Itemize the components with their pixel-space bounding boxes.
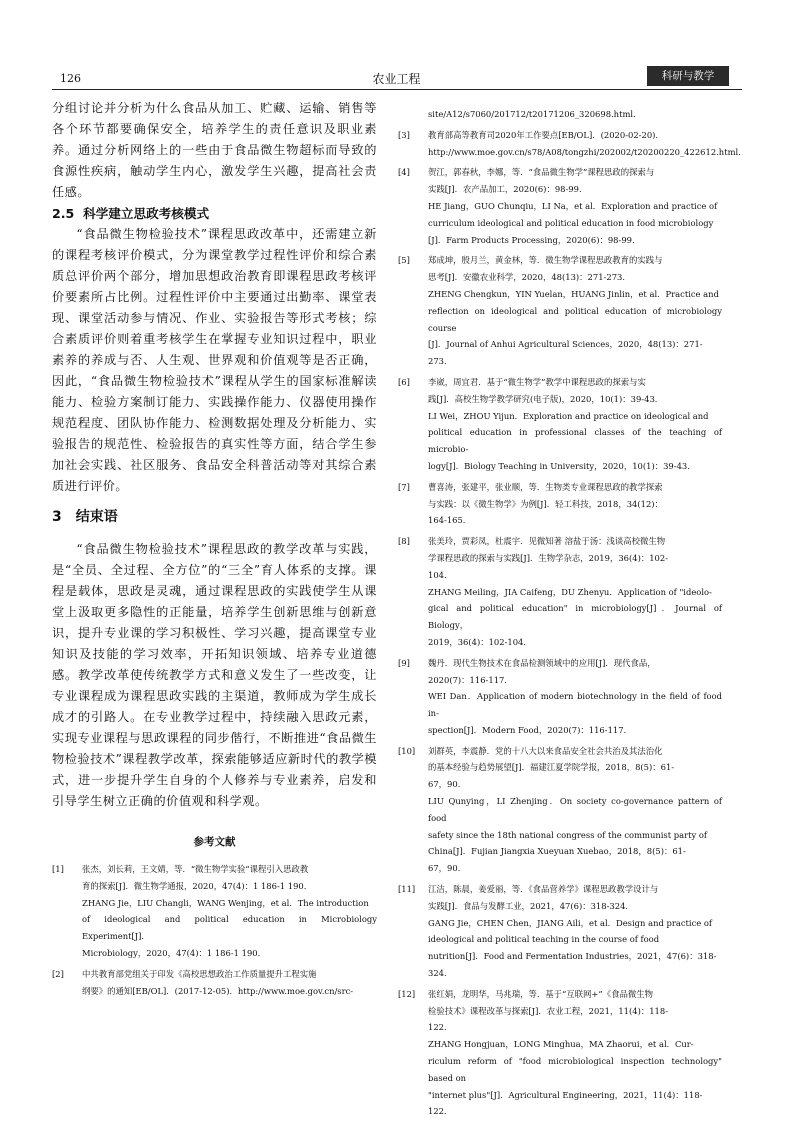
reference-line: 104． bbox=[428, 569, 453, 580]
reference-line: 张杰，刘长莉，王文婧，等．“微生物学实验”课程引入思政教 bbox=[82, 864, 309, 874]
reference-line: reflection on ideological and political education of microbiology course bbox=[428, 305, 722, 333]
reference-line: HE Jiang，GUO Chunqiu，LI Na，et al．Exploration and practice of bbox=[428, 200, 718, 211]
reference-line: 李崴，周宜君．基于“微生物学”教学中课程思政的探索与实 bbox=[428, 376, 646, 387]
reference-line: 张红娟，龙明华，马兆瑞，等．基于“互联网+”《食品微生物 bbox=[428, 988, 653, 999]
reference-line: "internet plus"[J]．Agricultural Engineering，2021，11(4)：118- bbox=[428, 1089, 703, 1100]
reference-line: ideological and political teaching in the course of food bbox=[428, 934, 660, 945]
reference-line: 122． bbox=[428, 1106, 453, 1117]
reference-line: 学课程思政的探索与实践[J]．生物学杂志，2019，36(4)：102- bbox=[428, 552, 669, 563]
intro-paragraph: 分组讨论并分析为什么食品从加工、贮藏、运输、销售等各个环节都要确保安全，培养学生的责任意识及职业素养。通过分析网络上的一些由于食品微生物超标而导致的食源性疾病，触动学生内心，激发学生兴趣，提高社会责任感。 bbox=[52, 101, 377, 199]
reference-line: [J]．Journal of Anhui Agricultural Sciences，2020，48(13)：271- bbox=[428, 339, 703, 350]
reference-number: [2] bbox=[52, 968, 64, 979]
reference-entry bbox=[398, 881, 722, 982]
reference-line: 郑成坤，殷月兰，黄金林，等．微生物学课程思政教育的实践与 bbox=[428, 255, 663, 266]
reference-line: gical and political education" in microbiology[J]．Journal of Biology， bbox=[428, 603, 722, 631]
reference-line: LI Wei，ZHOU Yijun．Exploration and practice on ideological and bbox=[428, 410, 709, 421]
reference-line: spection[J]．Modern Food，2020(7)：116-117． bbox=[428, 724, 632, 735]
reference-line: ZHANG Meiling，JIA Caifeng，DU Zhenyu．Application of "ideolo- bbox=[428, 586, 712, 597]
reference-line: 张美玲，贾彩凤，杜震宇．见微知著 溶盐于汤：浅谈高校微生物 bbox=[428, 536, 666, 547]
reference-line: 122． bbox=[428, 1022, 453, 1033]
reference-line: Microbiology，2020，47(4)：1 186-1 190． bbox=[82, 947, 267, 958]
section-title: 结束语 bbox=[75, 509, 118, 525]
reference-line: 中共教育部党组关于印发《高校思想政治工作质量提升工程实施 bbox=[82, 968, 317, 979]
reference-entry bbox=[398, 479, 722, 529]
reference-line: GANG Jie，CHEN Chen，JIANG Aili，et al．Design and practice of bbox=[428, 917, 713, 928]
reference-line: logy[J]．Biology Teaching in University，2020，10(1)：39-43． bbox=[428, 460, 696, 471]
reference-number: [1] bbox=[52, 864, 64, 874]
reference-number: [11] bbox=[398, 884, 416, 895]
reference-line: [J]．Farm Products Processing，2020(6)：98-99． bbox=[428, 234, 641, 245]
reference-line: ZHANG Hongjuan，LONG Minghua，MA Zhaorui，et al．Cur- bbox=[428, 1039, 694, 1050]
reference-entry bbox=[398, 164, 722, 248]
page-number: 126 bbox=[60, 72, 81, 85]
reference-line: political education in professional classes of the teaching of microbio- bbox=[428, 427, 722, 455]
reference-line: China[J]．Fujian Jiangxia Xueyuan Xuebao，2018，8(5)：61- bbox=[428, 846, 686, 857]
reference-line: 164-165． bbox=[428, 515, 472, 526]
reference-line: 324． bbox=[428, 968, 453, 979]
reference-entry bbox=[398, 986, 722, 1120]
reference-entry bbox=[52, 861, 377, 962]
reference-line: 2020(7)：116-117． bbox=[428, 674, 513, 685]
reference-continuation bbox=[398, 106, 722, 123]
reference-entry bbox=[398, 743, 722, 877]
reference-entry bbox=[398, 127, 747, 161]
section-heading-3 bbox=[52, 507, 377, 527]
section-heading-2-5 bbox=[52, 203, 377, 224]
reference-number: [9] bbox=[398, 657, 410, 668]
reference-number: [10] bbox=[398, 745, 416, 756]
reference-line: LIU Qunying，LI Zhenjing．On society co-governance pattern of food bbox=[428, 796, 722, 823]
reference-line: 273． bbox=[428, 356, 453, 367]
reference-line: 育的探索[J]．微生物学通报，2020，47(4)：1 186-1 190． bbox=[82, 880, 313, 891]
section-title: 科学建立思政考核模式 bbox=[83, 206, 210, 221]
section-3-paragraph: “食品微生物检验技术”课程思政的教学改革与实践，是“全员、全过程、全方位”的“三全”育人体系的支撑。课程是载体，思政是灵魂，通过课程思政的实践使学生从课堂上汲取更多隐性的正能量，培养学生创新思维与创新意识，提升专业课的学习积极性、学习兴趣，提高课堂专业知识及技能的学习效率，开拓知识领域、培养专业道德感。教学改革使传统教学方式和意义发生了一些改变，让专业课程成为课程思政实践的主渠道，教师成为学生成长成才的引路人。在专业教学过程中，持续融入思政元素，实现专业课程与思政课程的同步偕行，不断推进“食品微生物检验技术”课程教学改革，探索能够适应新时代的教学模式，进一步提升学生自身的个人修养与专业素养，启发和引导学生树立正确的价值观和科学观。 bbox=[52, 542, 377, 808]
reference-line: riculum reform of "food microbiological inspection technology" based on bbox=[428, 1056, 722, 1083]
reference-line: curriculum ideological and political education in food microbiology bbox=[428, 217, 714, 228]
reference-line: 教育部高等教育司2020年工作要点[EB/OL]．(2020-02-20)． bbox=[428, 129, 664, 140]
reference-line: nutrition[J]．Food and Fermentation Industries，2021，47(6)：318- bbox=[428, 951, 717, 962]
right-column bbox=[398, 106, 747, 1120]
reference-entry bbox=[398, 374, 722, 475]
reference-line: 践[J]．高校生物学教学研究(电子版)，2020，10(1)：39-43． bbox=[428, 393, 664, 404]
reference-number: [7] bbox=[398, 481, 410, 492]
reference-number: [12] bbox=[398, 988, 416, 999]
reference-entry bbox=[52, 966, 377, 1000]
reference-line: 实践[J]．农产品加工，2020(6)：98-99． bbox=[428, 184, 588, 195]
section-number: 2.5 bbox=[52, 206, 75, 221]
reference-entry bbox=[398, 252, 722, 370]
reference-number: [5] bbox=[398, 255, 410, 266]
references-heading: 参考文献 bbox=[193, 836, 236, 848]
journal-name: 农业工程 bbox=[372, 72, 421, 86]
reference-line: 曹喜涛，张建平，张业顺，等．生物类专业课程思政的教学探索 bbox=[428, 481, 663, 492]
reference-line: WEI Dan．Application of modern biotechnology in the field of food in- bbox=[428, 691, 722, 719]
reference-line: 与实践：以《微生物学》为例[J]．轻工科技，2018，34(12)： bbox=[428, 498, 663, 509]
reference-line: 2019，36(4)：102-104． bbox=[428, 636, 532, 647]
reference-line: 67，90． bbox=[428, 779, 467, 790]
reference-line: of ideological and political education in Microbiology Experiment[J]． bbox=[82, 914, 377, 942]
reference-line: 纲要》的通知[EB/OL]．(2017-12-05)．http://www.moe.gov.cn/src- bbox=[82, 985, 354, 996]
header-divider bbox=[52, 89, 742, 90]
reference-entry bbox=[398, 655, 722, 739]
reference-line: site/A12/s7060/201712/t20171206_320698.html． bbox=[428, 109, 642, 119]
reference-line: ZHANG Jie，LIU Changli，WANG Wenjing，et al．The introduction bbox=[82, 897, 369, 908]
reference-entry bbox=[398, 533, 722, 651]
section-2-5-paragraph: “食品微生物检验技术”课程思政改革中，还需建立新的课程考核评价模式，分为课堂教学过程性评价和综合素质总评价两个部分，增加思想政治教育即课程思政考核评价要素所占比例。过程性评价中主要通过出勤率、课堂表现、课堂活动参与情况、作业、实验报告等形式考核；综合素质评价则着重考核学生在掌握专业知识过程中，职业素养的养成与否、人生观、世界观和价值观等是否正确，因此，“食品微生物检验技术”课程从学生的国家标准解读能力、检验方案制订能力、实践操作能力、仪器使用操作规范程度、团队协作能力、检测数据处理及分析能力、实验报告的规范性、检验报告的真实性等方面，结合学生参加社会实践、社区服务、食品安全科普活动等对其综合素质进行评价。 bbox=[52, 227, 377, 493]
reference-line: 思考[J]．安徽农业科学，2020，48(13)：271-273． bbox=[428, 272, 631, 283]
reference-number: [6] bbox=[398, 376, 410, 387]
reference-line: 67，90． bbox=[428, 863, 467, 874]
reference-line: 实践[J]．食品与发酵工业，2021，47(6)：318-324． bbox=[428, 900, 634, 911]
left-column bbox=[52, 98, 377, 999]
reference-line: safety since the 18th national congress of the communist party of bbox=[428, 829, 707, 840]
section-badge: 科研与教学 bbox=[647, 66, 729, 86]
reference-line: 江洁，陈晨，姜爱丽，等．《食品营养学》课程思政教学设计与 bbox=[428, 884, 659, 895]
references-list-right bbox=[398, 127, 747, 1120]
reference-line: 刘群英，李震静．党的十八大以来食品安全社会共治及其法治化 bbox=[428, 745, 663, 756]
reference-line: 魏丹．现代生物技术在食品检测领域中的应用[J]．现代食品， bbox=[428, 657, 656, 668]
reference-line: 的基本经验与趋势展望[J]．福建江夏学院学报，2018，8(5)：61- bbox=[428, 762, 675, 773]
reference-number: [3] bbox=[398, 129, 410, 140]
references-list-left bbox=[52, 861, 377, 999]
reference-number: [4] bbox=[398, 167, 410, 178]
section-number: 3 bbox=[52, 509, 62, 525]
reference-number: [8] bbox=[398, 536, 410, 547]
reference-line: http://www.moe.gov.cn/s78/A08/tongzhi/202002/t20200220_422612.html． bbox=[428, 146, 747, 157]
reference-line: 检验技术》课程改革与探索[J]．农业工程，2021，11(4)：118- bbox=[428, 1005, 669, 1016]
reference-line: 贺江，郭春秋，李娜，等．“食品微生物学”课程思政的探索与 bbox=[428, 167, 655, 178]
reference-line: ZHENG Chengkun，YIN Yuelan，HUANG Jinlin，et al．Practice and bbox=[428, 288, 719, 299]
